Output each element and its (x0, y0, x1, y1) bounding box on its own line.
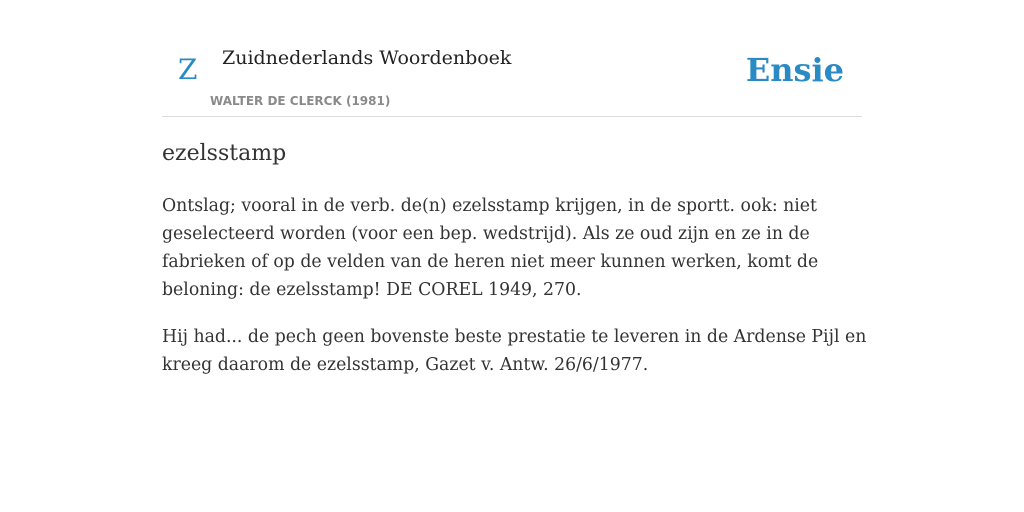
dictionary-header (162, 0, 862, 117)
definition-paragraph: Ontslag; vooral in de verb. de(n) ezelsstamp krijgen, in de sportt. ook: niet geselecteerd worden (voor een bep. wedstrijd). Als ze oud zijn en ze in de fabrieken of op de velden van de heren niet meer kunnen werken, komt de beloning: de ezelsstamp! DE COREL 1949, 270. (162, 196, 819, 300)
entry-headword: ezelsstamp (162, 141, 287, 166)
dictionary-title-link[interactable]: Zuidnederlands Woordenboek (222, 47, 512, 69)
ensie-brand-logo[interactable]: Ensie (745, 51, 844, 89)
dictionary-author: WALTER DE CLERCK (1981) (210, 94, 391, 108)
definition-paragraph: Hij had... de pech geen bovenste beste prestatie te leveren in de Ardense Pijl en kreeg daarom de ezelsstamp, Gazet v. Antw. 26/6/1977. (162, 327, 867, 375)
dictionary-logo-letter[interactable]: Z (178, 53, 198, 86)
entry-definition (162, 192, 867, 398)
